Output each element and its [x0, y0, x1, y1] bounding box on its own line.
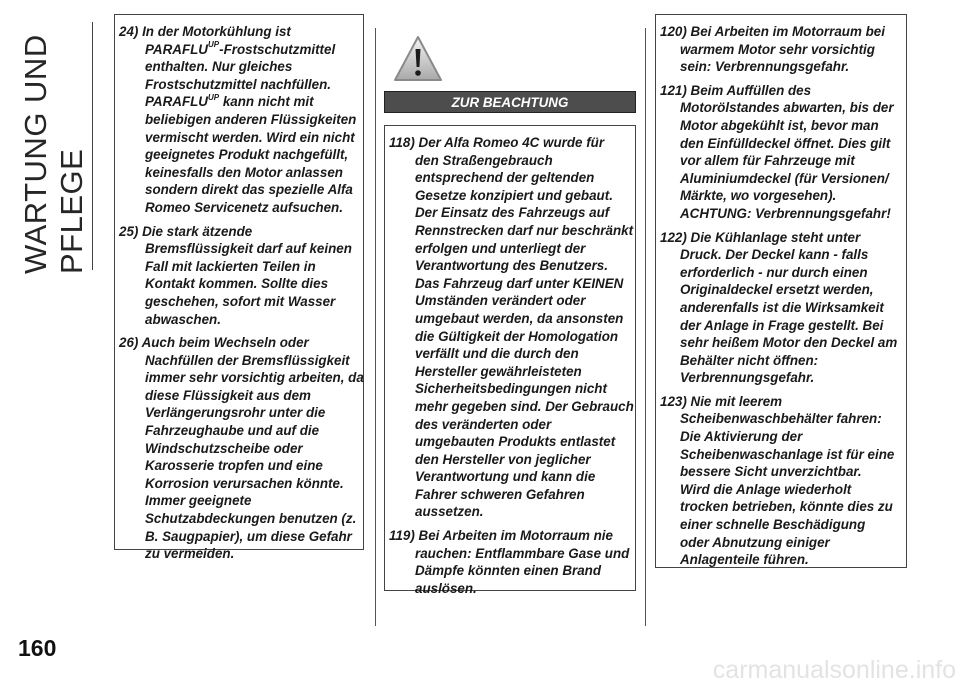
notes-box-right — [655, 14, 907, 568]
note-line: Verbrennungsgefahr. — [680, 370, 815, 386]
note-line: immer sehr vorsichtig arbeiten, da — [145, 370, 364, 386]
note-line: enthalten. Nur gleiches — [145, 59, 293, 75]
note-item — [389, 527, 629, 597]
note-line: Nachfüllen der Bremsflüssigkeit — [145, 352, 350, 368]
note-item — [119, 23, 357, 217]
note-line: Korrosion verursachen könnte. — [145, 475, 344, 491]
note-line: 123) Nie mit leerem — [660, 393, 783, 409]
note-line: $PARAFLU^{UP}$-Frostschutzmittel — [145, 40, 336, 57]
note-line: B. Saugpapier), um diese Gefahr — [145, 528, 352, 544]
note-line: Windschutzscheibe oder — [145, 440, 303, 456]
note-line: 121) Beim Auffüllen des — [660, 82, 812, 98]
note-line: trocken betrieben, könnte dies zu — [680, 499, 893, 515]
warning-heading: ZUR BEACHTUNG — [384, 91, 636, 113]
note-line: Gesetze konzipiert und gebaut. — [415, 187, 613, 203]
column-divider-left — [375, 28, 376, 626]
note-line: einer schnelle Beschädigung — [680, 517, 866, 533]
note-line: anderenfalls ist die Wirksamkeit — [680, 299, 884, 315]
note-line: Druck. Der Deckel kann - falls — [680, 247, 869, 263]
note-line: Die Aktivierung der — [680, 429, 803, 445]
note-line: zu vermeiden. — [145, 546, 235, 562]
note-line: Anlagenteile führen. — [680, 552, 809, 568]
note-item — [119, 223, 357, 329]
note-line: verfällt und die durch den — [415, 346, 579, 362]
page-number: 160 — [18, 635, 57, 661]
note-line: Motor abgekühlt ist, bevor man — [680, 117, 879, 133]
note-item — [389, 134, 634, 521]
note-line: Fall mit lackierten Teilen in — [145, 258, 316, 274]
note-line: Bremsflüssigkeit darf auf keinen — [145, 241, 352, 257]
note-line: bessere Sicht unverzichtbar. — [680, 464, 862, 480]
note-line: Karosserie tropfen und eine — [145, 458, 323, 474]
note-line: Kontakt kommen. Sollte dies — [145, 276, 329, 292]
note-line: umgebaut werden, da ansonsten — [415, 310, 624, 326]
note-line: rauchen: Entflammbare Gase und — [415, 545, 630, 561]
note-line: den Hersteller von jeglicher — [415, 451, 591, 467]
sidebar-rule — [92, 22, 93, 270]
note-line: Romeo Servicenetz aufsuchen. — [145, 199, 343, 215]
note-item — [660, 82, 900, 223]
note-line: Verantwortung des Benutzers. — [415, 258, 608, 274]
note-line: Fahrzeughaube und auf die — [145, 423, 320, 439]
note-line: Dämpfe könnten einen Brand — [415, 563, 602, 579]
note-line: Sicherheitsbedingungen nicht — [415, 381, 607, 397]
note-line: der Anlage in Frage gestellt. Bei — [680, 317, 884, 333]
note-line: 120) Bei Arbeiten im Motorraum bei — [660, 24, 885, 39]
note-line: auslösen. — [415, 580, 477, 596]
note-line: 122) Die Kühlanlage steht unter — [660, 229, 861, 245]
note-item — [660, 393, 900, 569]
note-line: Umständen verändert oder — [415, 293, 586, 309]
note-line: Aluminiumdeckel (für Versionen/ — [680, 170, 889, 186]
superscript: UP — [207, 92, 220, 102]
note-line: sehr heißem Motor den Deckel am — [680, 335, 898, 351]
note-line: erforderlich - nur durch einen — [680, 264, 868, 280]
note-line: aussetzen. — [415, 504, 484, 520]
note-line: 24) In der Motorkühlung ist — [119, 24, 291, 39]
note-line: vor allem für Fahrzeuge mit — [680, 153, 855, 169]
note-line: sein: Verbrennungsgefahr. — [680, 59, 850, 75]
note-line: warmem Motor sehr vorsichtig — [680, 41, 875, 57]
note-line: des veränderten oder — [415, 416, 552, 432]
note-line: Immer geeignete — [145, 493, 252, 509]
note-line: den Straßengebrauch — [415, 152, 553, 168]
note-line: 25) Die stark ätzende — [119, 223, 253, 239]
note-line: diese Flüssigkeit aus dem — [145, 387, 311, 403]
note-line: Scheibenwaschbehälter fahren: — [680, 411, 882, 427]
note-line: ACHTUNG: Verbrennungsgefahr! — [680, 205, 891, 221]
note-line: 119) Bei Arbeiten im Motorraum nie — [389, 528, 613, 544]
note-line: die Gültigkeit der Homologation — [415, 328, 619, 344]
note-line: Das Fahrzeug darf unter KEINEN — [415, 275, 624, 291]
note-line: $PARAFLU^{UP}$ kann nicht mit — [145, 92, 314, 110]
note-line: Motorölstandes abwarten, bis der — [680, 100, 894, 116]
note-line: sondern direkt das spezielle Alfa — [145, 182, 353, 198]
note-line: Verantwortung und kann die — [415, 469, 596, 485]
note-line: geeignetes Produkt nachgefüllt, — [145, 147, 349, 163]
watermark: carmanualsonline.info — [712, 656, 956, 684]
note-line: Verlängerungsrohr unter die — [145, 405, 326, 421]
note-line: Märkte, wo vorgesehen). — [680, 188, 837, 204]
note-line: erfolgen und unterliegt der — [415, 240, 586, 256]
note-line: keinesfalls den Motor anlassen — [145, 164, 343, 180]
note-line: Rennstrecken darf nur beschränkt — [415, 222, 634, 238]
note-line: Schutzabdeckungen benutzen (z. — [145, 511, 357, 527]
warning-triangle-icon — [392, 34, 444, 84]
note-line: Behälter nicht öffnen: — [680, 352, 819, 368]
note-line: vermischt werden. Wird ein nicht — [145, 129, 355, 145]
note-line: Fahrer schweren Gefahren — [415, 486, 585, 502]
note-item — [660, 23, 900, 76]
note-line: beliebigen anderen Flüssigkeiten — [145, 111, 357, 127]
note-line: 118) Der Alfa Romeo 4C wurde für — [389, 135, 605, 150]
note-line: Scheibenwaschanlage ist für eine — [680, 446, 895, 462]
column-divider-right — [645, 28, 646, 626]
notes-box-left — [114, 14, 364, 562]
note-line: 26) Auch beim Wechseln oder — [119, 335, 309, 351]
note-item — [119, 334, 364, 563]
section-sidebar — [18, 22, 89, 282]
section-title: WARTUNG UND PFLEGE — [18, 34, 89, 274]
superscript: UP — [207, 40, 220, 50]
note-line: mehr gegeben sind. Der Gebrauch — [415, 398, 634, 414]
note-line: Wird die Anlage wiederholt — [680, 481, 852, 497]
note-item — [660, 229, 900, 387]
note-line: umgebauten Produkts entlastet — [415, 434, 616, 450]
note-line: Der Einsatz des Fahrzeugs auf — [415, 205, 610, 221]
note-line: Originaldeckel ersetzt werden, — [680, 282, 874, 298]
note-line: Hersteller gewährleisteten — [415, 363, 582, 379]
note-line: abwaschen. — [145, 311, 221, 327]
note-line: oder Abnutzung einiger — [680, 534, 830, 550]
note-line: Frostschutzmittel nachfüllen. — [145, 76, 331, 92]
note-line: entsprechend der geltenden — [415, 170, 595, 186]
note-line: den Einfülldeckel öffnet. Dies gilt — [680, 135, 891, 151]
notes-box-middle — [384, 125, 636, 596]
note-line: geschehen, sofort mit Wasser — [145, 293, 336, 309]
